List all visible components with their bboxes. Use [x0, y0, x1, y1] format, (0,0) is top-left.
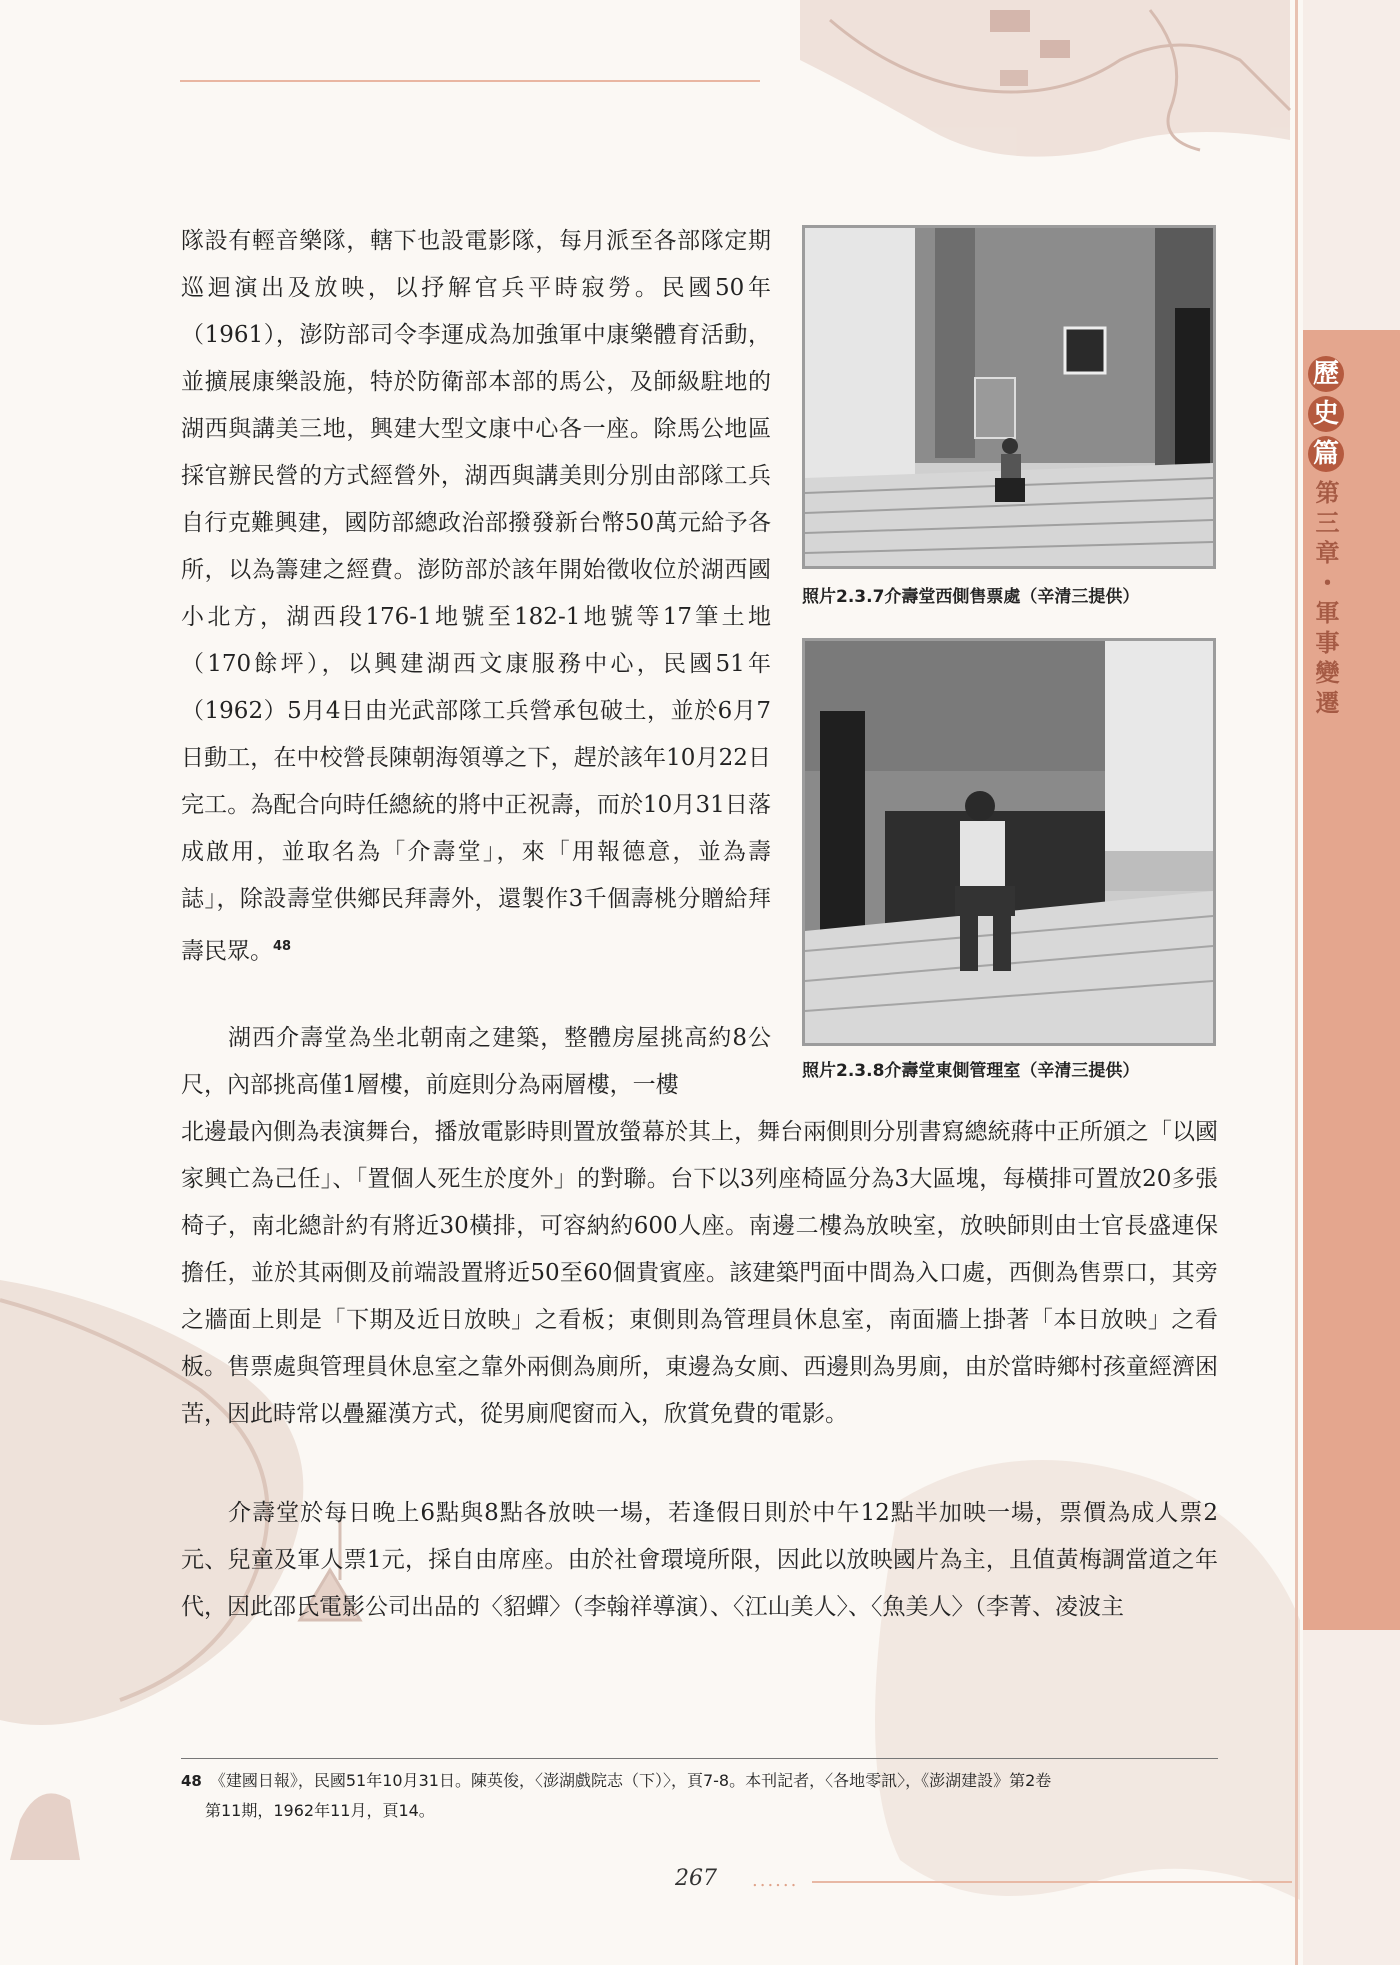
header-rule — [180, 80, 760, 82]
footnote-line-1: 《建國日報》，民國51年10月31日。陳英俊，〈澎湖戲院志（下）〉，頁7-8。本刊記者，〈各地零訊〉，《澎湖建設》第2卷 — [209, 1771, 1052, 1790]
footnote-rule — [181, 1758, 1218, 1759]
section-title-char: 篇 — [1308, 436, 1344, 472]
photo-management-room-image — [805, 641, 1213, 1043]
chapter-label: 第三章・軍事變遷 — [1311, 480, 1339, 720]
photo-ticket-office-image — [805, 228, 1213, 566]
paragraph-3 — [181, 1490, 1218, 1631]
footnote-line-2: 第11期，1962年11月，頁14。 — [205, 1801, 435, 1820]
paragraph-2-start — [181, 1015, 771, 1109]
map-top-right — [800, 0, 1290, 157]
section-title-char: 史 — [1308, 396, 1344, 432]
footnote-number: 48 — [181, 1772, 202, 1790]
paragraph-2-start-text: 湖西介壽堂為坐北朝南之建築，整體房屋挑高約8公尺，內部挑高僅1層樓，前庭則分為兩層樓，一樓 — [181, 1025, 771, 1098]
page-number: 267 — [675, 1866, 717, 1891]
sidebar-divider — [1295, 0, 1298, 1965]
footnote-ref: 48 — [273, 939, 292, 954]
section-title-char: 歷 — [1308, 356, 1344, 392]
paragraph-2-cont: 北邊最內側為表演舞台，播放電影時則置放螢幕於其上，舞台兩側則分別書寫總統蔣中正所頒之「以國家興亡為己任」、「置個人死生於度外」的對聯。台下以3列座椅區分為3大區塊，每橫排可置放20多張椅子，南北總計約有將近30橫排，可容納約600人座。南邊二樓為放映室，放映師則由士官長盛連保擔任，並於其兩側及前端設置將近50至60個貴賓座。該建築門面中間為入口處，西側為售票口，其旁之牆面上則是「下期及近日放映」之看板；東側則為管理員休息室，南面牆上掛著「本日放映」之看板。售票處與管理員休息室之靠外兩側為廁所，東邊為女廁、西邊則為男廁，由於當時鄉村孩童經濟困苦，因此時常以疊羅漢方式，從男廁爬窗而入，欣賞免費的電影。 — [181, 1119, 1218, 1427]
photo-1-caption: 照片2.3.7介壽堂西側售票處（辛清三提供） — [802, 587, 1140, 607]
paragraph-3-text: 介壽堂於每日晚上6點與8點各放映一場，若逢假日則於中午12點半加映一場，票價為成人票2元、兒童及軍人票1元，採自由席座。由於社會環境所限，因此以放映國片為主，且值黃梅調當道之年代，因此邵氏電影公司出品的〈貂蟬〉（李翰祥導演）、〈江山美人〉、〈魚美人〉（李菁、凌波主 — [181, 1500, 1218, 1620]
page-number-rule — [812, 1881, 1292, 1883]
section-title — [1308, 356, 1348, 476]
paragraph-1 — [181, 218, 771, 976]
paragraph-1-text: 隊設有輕音樂隊，轄下也設電影隊，每月派至各部隊定期巡迴演出及放映，以抒解官兵平時寂勞。民國50年（1961），澎防部司令李運成為加強軍中康樂體育活動，並擴展康樂設施，特於防衛部本部的馬公，及師級駐地的湖西與講美三地，興建大型文康中心各一座。除馬公地區採官辦民營的方式經營外，湖西與講美則分別由部隊工兵自行克難興建，國防部總政治部撥發新台幣50萬元給予各所，以為籌建之經費。澎防部於該年開始徵收位於湖西國小北方，湖西段176-1地號至182-1地號等17筆土地（170餘坪），以興建湖西文康服務中心，民國51年（1962）5月4日由光武部隊工兵營承包破土，並於6月7日動工，在中校營長陳朝海領導之下，趕於該年10月22日完工。為配合向時任總統的將中正祝壽，而於10月31日落成啟用，並取名為「介壽堂」，來「用報德意，並為壽誌」，除設壽堂供鄉民拜壽外，還製作3千個壽桃分贈給拜壽民眾。 — [181, 228, 771, 965]
photo-ticket-office — [802, 225, 1216, 569]
photo-2-caption: 照片2.3.8介壽堂東側管理室（辛清三提供） — [802, 1061, 1140, 1081]
photo-management-room — [802, 638, 1216, 1046]
footnote — [181, 1766, 1218, 1826]
page-number-dots: ...... — [752, 1870, 799, 1891]
